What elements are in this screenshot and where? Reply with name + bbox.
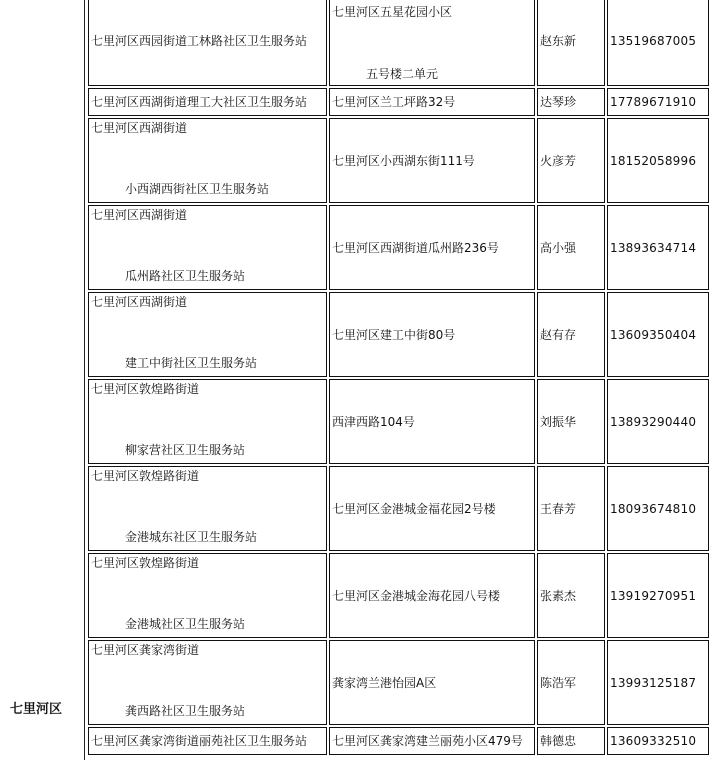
contact-name: 韩德忠 [540, 734, 577, 748]
phone-number: 13609350404 [610, 327, 697, 342]
station-name-cell [88, 0, 327, 86]
table-row [88, 379, 709, 464]
address: 七里河区建工中街80号 [332, 327, 456, 342]
phone-cell [607, 727, 709, 755]
station-name: 七里河区西园街道工林路社区卫生服务站 [91, 34, 308, 48]
address-cell [329, 640, 535, 725]
station-name-cell [88, 727, 327, 755]
table-row [88, 205, 709, 290]
station-street: 七里河区西湖街道 [91, 121, 188, 135]
phone-cell [607, 466, 709, 551]
contact-name: 高小强 [540, 240, 577, 255]
phone-cell [607, 118, 709, 203]
phone-cell [607, 0, 709, 86]
station-street: 七里河区西湖街道 [91, 208, 188, 222]
contact-name: 刘振华 [540, 414, 577, 429]
address: 七里河区西湖街道瓜州路236号 [332, 240, 499, 255]
address: 西津西路104号 [332, 414, 415, 429]
table-row [88, 118, 709, 203]
phone-number: 13893634714 [610, 240, 697, 255]
phone-number: 13609332510 [610, 734, 697, 748]
address: 龚家湾兰港怡园A区 [332, 675, 437, 690]
station-name: 金港城东社区卫生服务站 [125, 530, 258, 544]
station-name-cell [88, 88, 327, 116]
station-name: 柳家营社区卫生服务站 [125, 443, 246, 457]
phone-number: 17789671910 [610, 95, 697, 109]
phone-cell [607, 379, 709, 464]
contact-name: 王春芳 [540, 501, 577, 516]
district-column [8, 0, 85, 760]
address: 七里河区龚家湾建兰丽苑小区479号 [332, 734, 523, 748]
address-cell [329, 379, 535, 464]
contact-name: 赵东新 [540, 34, 577, 48]
table-row [88, 640, 709, 725]
address: 七里河区兰工坪路32号 [332, 95, 456, 109]
district-label: 七里河区 [10, 702, 63, 717]
contact-name: 达琴珍 [540, 95, 577, 109]
health-station-table [86, 0, 711, 757]
phone-cell [607, 205, 709, 290]
address-cell [329, 88, 535, 116]
station-name: 小西湖西街社区卫生服务站 [125, 182, 270, 196]
contact-name: 火彦芳 [540, 153, 577, 168]
table-row [88, 88, 709, 116]
phone-cell [607, 88, 709, 116]
address-cell [329, 205, 535, 290]
address-cell [329, 727, 535, 755]
address-cell [329, 0, 535, 86]
station-street: 七里河区敦煌路街道 [91, 556, 200, 570]
phone-number: 13893290440 [610, 414, 697, 429]
table-row [88, 292, 709, 377]
address-line2: 五号楼二单元 [366, 67, 439, 81]
phone-number: 13993125187 [610, 675, 697, 690]
contact-cell [537, 292, 605, 377]
contact-cell [537, 379, 605, 464]
contact-name: 陈浩军 [540, 675, 577, 690]
address-line1: 七里河区五星花园小区 [332, 5, 453, 19]
phone-number: 18093674810 [610, 501, 697, 516]
station-name: 龚西路社区卫生服务站 [125, 704, 246, 718]
phone-number: 13519687005 [610, 34, 697, 48]
address-cell [329, 118, 535, 203]
station-name-cell [88, 205, 327, 290]
station-name-cell [88, 466, 327, 551]
table-row [88, 0, 709, 86]
table-row [88, 466, 709, 551]
station-name: 建工中街社区卫生服务站 [125, 356, 258, 370]
station-name-cell [88, 640, 327, 725]
station-name-cell [88, 553, 327, 638]
contact-cell [537, 727, 605, 755]
address: 七里河区小西湖东街111号 [332, 153, 475, 168]
contact-cell [537, 553, 605, 638]
phone-cell [607, 640, 709, 725]
address-cell [329, 466, 535, 551]
contact-cell [537, 205, 605, 290]
contact-cell [537, 0, 605, 86]
phone-number: 13919270951 [610, 588, 697, 603]
address-cell [329, 553, 535, 638]
station-street: 七里河区敦煌路街道 [91, 469, 200, 483]
contact-cell [537, 88, 605, 116]
phone-cell [607, 553, 709, 638]
contact-cell [537, 118, 605, 203]
station-name: 瓜州路社区卫生服务站 [125, 269, 246, 283]
station-name-cell [88, 292, 327, 377]
address: 七里河区金港城金福花园2号楼 [332, 501, 496, 516]
address-cell [329, 292, 535, 377]
station-street: 七里河区龚家湾街道 [91, 643, 200, 657]
station-name-cell [88, 118, 327, 203]
phone-number: 18152058996 [610, 153, 697, 168]
contact-cell [537, 466, 605, 551]
station-street: 七里河区西湖街道 [91, 295, 188, 309]
contact-name: 赵有存 [540, 327, 577, 342]
address: 七里河区金港城金海花园八号楼 [332, 588, 501, 603]
contact-name: 张素杰 [540, 588, 577, 603]
contact-cell [537, 640, 605, 725]
station-name: 金港城社区卫生服务站 [125, 617, 246, 631]
table-row [88, 553, 709, 638]
station-name-cell [88, 379, 327, 464]
table-row [88, 727, 709, 755]
station-name: 七里河区西湖街道理工大社区卫生服务站 [91, 95, 308, 109]
station-name: 七里河区龚家湾街道丽苑社区卫生服务站 [91, 734, 308, 748]
phone-cell [607, 292, 709, 377]
station-street: 七里河区敦煌路街道 [91, 382, 200, 396]
